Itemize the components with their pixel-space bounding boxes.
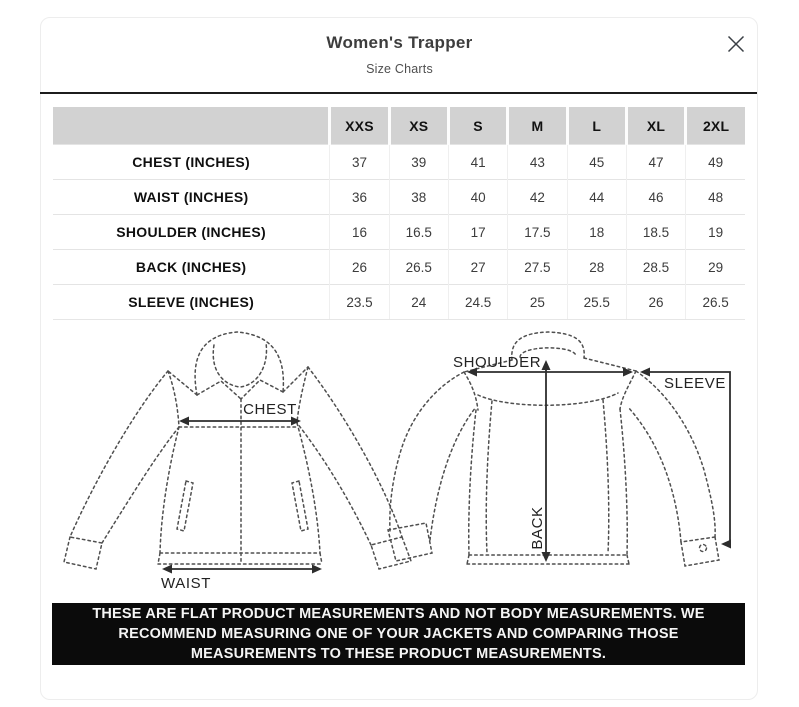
row-label: CHEST (INCHES) bbox=[53, 145, 330, 180]
shoulder-label: SHOULDER bbox=[453, 354, 542, 371]
chest-label: CHEST bbox=[243, 401, 297, 418]
size-value: 44 bbox=[567, 180, 626, 215]
row-label: WAIST (INCHES) bbox=[53, 180, 330, 215]
size-value: 18.5 bbox=[626, 215, 685, 250]
size-value: 26.5 bbox=[389, 250, 448, 285]
page-subtitle: Size Charts bbox=[366, 62, 433, 76]
size-value: 27 bbox=[448, 250, 507, 285]
size-value: 39 bbox=[389, 145, 448, 180]
size-value: 26.5 bbox=[686, 285, 745, 320]
size-value: 42 bbox=[508, 180, 567, 215]
size-value: 40 bbox=[448, 180, 507, 215]
size-column-header: XL bbox=[626, 107, 685, 145]
back-label: BACK bbox=[529, 506, 546, 550]
size-chart-table bbox=[53, 107, 745, 320]
jacket-front-drawing bbox=[64, 332, 411, 592]
size-value: 27.5 bbox=[508, 250, 567, 285]
table-row bbox=[53, 215, 745, 250]
size-value: 17.5 bbox=[508, 215, 567, 250]
size-value: 17 bbox=[448, 215, 507, 250]
disclaimer-text: THESE ARE FLAT PRODUCT MEASUREMENTS AND NOT BODY MEASUREMENTS. WE RECOMMEND MEASURING ONE OF YOUR JACKETS AND COMPARING THOSE MEASUREMENTS TO THESE PRODUCT MEASUREMENTS. bbox=[92, 605, 705, 663]
waist-label: WAIST bbox=[161, 575, 211, 592]
measurement-diagram bbox=[40, 315, 760, 600]
size-value: 46 bbox=[626, 180, 685, 215]
jacket-back-drawing bbox=[388, 332, 731, 566]
table-row bbox=[53, 145, 745, 180]
sleeve-label: SLEEVE bbox=[664, 375, 726, 392]
page-title: Women's Trapper bbox=[326, 33, 473, 52]
size-value: 38 bbox=[389, 180, 448, 215]
size-value: 28 bbox=[567, 250, 626, 285]
size-value: 28.5 bbox=[626, 250, 685, 285]
size-value: 41 bbox=[448, 145, 507, 180]
close-button[interactable] bbox=[723, 31, 749, 57]
close-icon bbox=[725, 33, 747, 55]
size-value: 29 bbox=[686, 250, 745, 285]
size-value: 37 bbox=[330, 145, 389, 180]
row-label: BACK (INCHES) bbox=[53, 250, 330, 285]
table-corner-cell bbox=[53, 107, 330, 145]
size-value: 23.5 bbox=[330, 285, 389, 320]
size-value: 49 bbox=[686, 145, 745, 180]
size-value: 36 bbox=[330, 180, 389, 215]
sleeve-measure-line bbox=[643, 372, 730, 544]
size-value: 24.5 bbox=[448, 285, 507, 320]
size-value: 19 bbox=[686, 215, 745, 250]
size-column-header: S bbox=[448, 107, 507, 145]
table-header-row bbox=[53, 107, 745, 145]
table-row bbox=[53, 250, 745, 285]
disclaimer-banner bbox=[52, 603, 745, 665]
size-value: 48 bbox=[686, 180, 745, 215]
table-row bbox=[53, 180, 745, 215]
size-value: 26 bbox=[330, 250, 389, 285]
size-value: 24 bbox=[389, 285, 448, 320]
size-value: 16 bbox=[330, 215, 389, 250]
size-value: 47 bbox=[626, 145, 685, 180]
size-column-header: XXS bbox=[330, 107, 389, 145]
header-divider bbox=[40, 92, 757, 94]
size-column-header: XS bbox=[389, 107, 448, 145]
size-value: 18 bbox=[567, 215, 626, 250]
row-label: SHOULDER (INCHES) bbox=[53, 215, 330, 250]
size-value: 16.5 bbox=[389, 215, 448, 250]
size-value: 43 bbox=[508, 145, 567, 180]
size-column-header: M bbox=[508, 107, 567, 145]
size-column-header: L bbox=[567, 107, 626, 145]
size-value: 45 bbox=[567, 145, 626, 180]
size-value: 25 bbox=[508, 285, 567, 320]
size-value: 26 bbox=[626, 285, 685, 320]
row-label: SLEEVE (INCHES) bbox=[53, 285, 330, 320]
size-column-header: 2XL bbox=[686, 107, 745, 145]
size-value: 25.5 bbox=[567, 285, 626, 320]
